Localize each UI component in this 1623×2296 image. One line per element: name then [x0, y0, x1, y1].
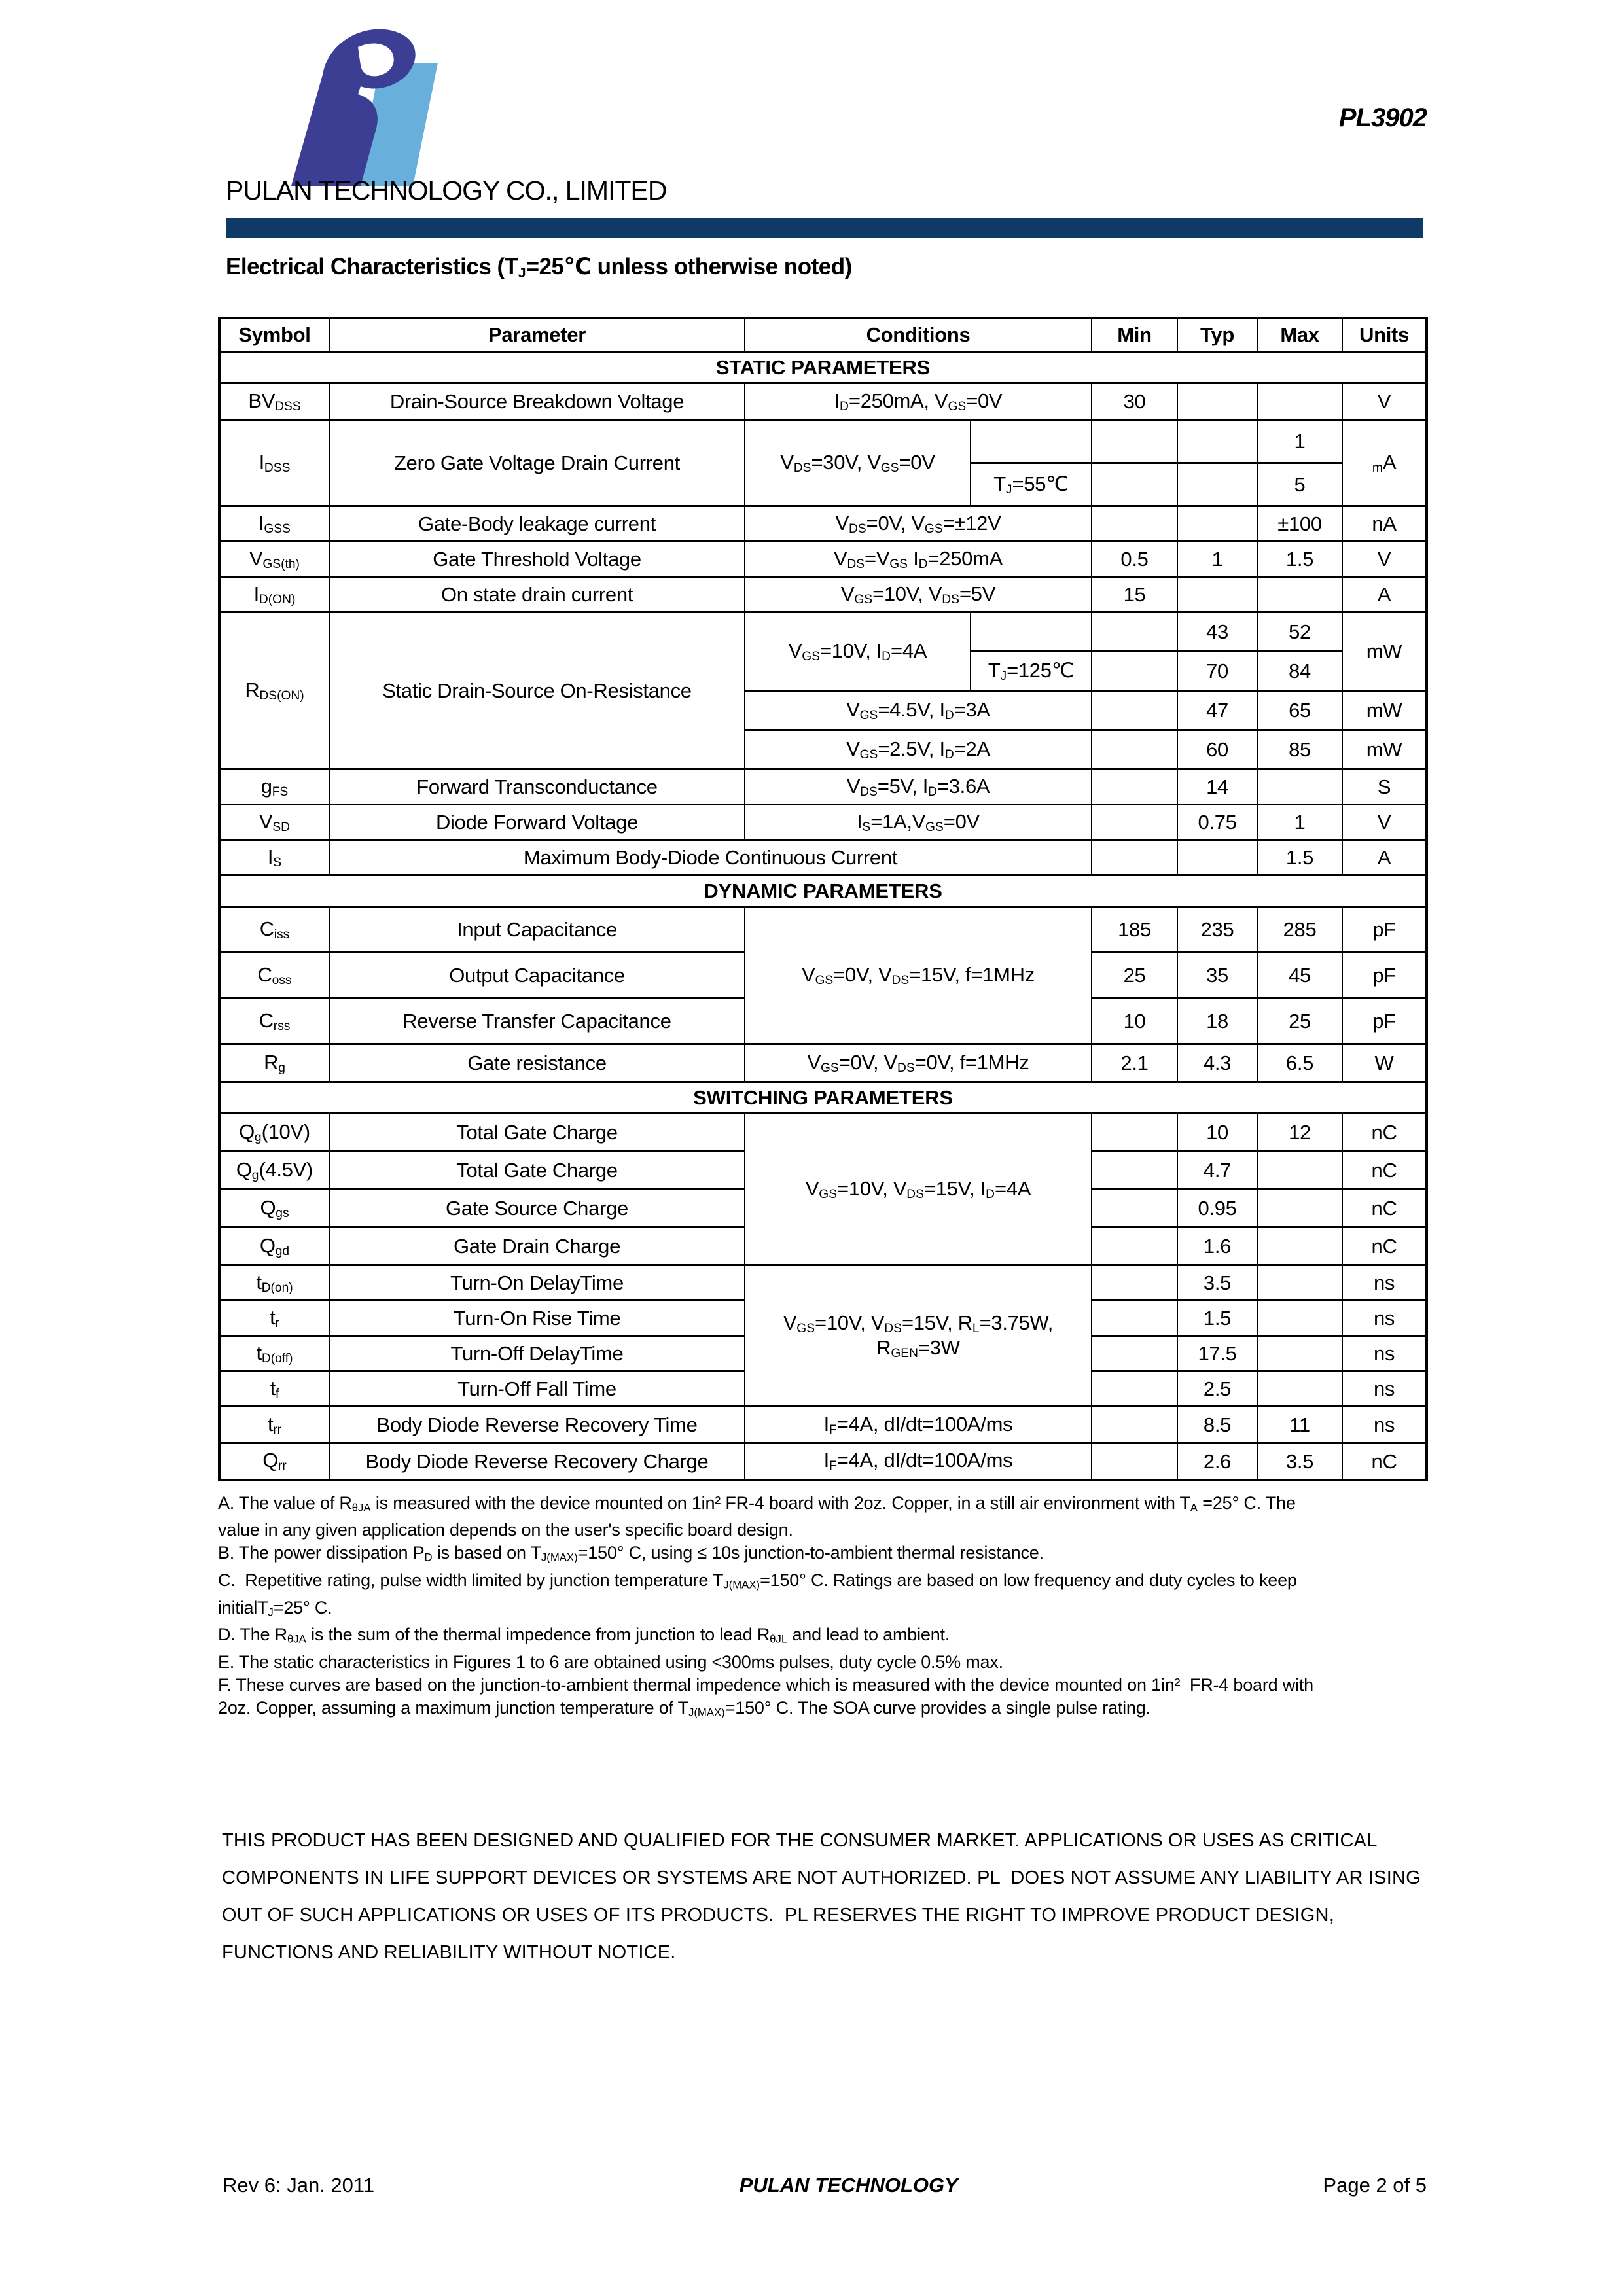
table-cell: ns	[1342, 1265, 1427, 1301]
table-cell: $R_{DS(ON)}$	[219, 612, 329, 769]
table-cell	[1257, 1301, 1342, 1336]
table-cell	[1177, 420, 1257, 463]
table-cell	[1257, 1371, 1342, 1407]
table-cell: Turn-Off Fall Time	[329, 1371, 745, 1407]
table-cell: Body Diode Reverse Recovery Charge	[329, 1443, 745, 1480]
table-cell	[1092, 1152, 1177, 1190]
page-title: Electrical Characteristics ($T_J=25℃$ unless otherwise noted)	[226, 254, 852, 281]
table-cell: Diode Forward Voltage	[329, 805, 745, 840]
table-cell: $I_{GSS}$	[219, 506, 329, 542]
table-cell: 6.5	[1257, 1044, 1342, 1082]
table-cell: 25	[1092, 953, 1177, 998]
table-cell: mW	[1342, 691, 1427, 730]
table-cell: $V_{GS}=10V$, $V_{DS}=15V$, $I_D=4A$	[745, 1114, 1092, 1265]
table-cell	[1092, 805, 1177, 840]
section-row	[219, 352, 1427, 383]
header-row	[219, 318, 1427, 352]
table-cell: 17.5	[1177, 1336, 1257, 1371]
column-header: Typ	[1177, 318, 1257, 352]
table-cell: $C_{rss}$	[219, 998, 329, 1044]
table-cell	[971, 612, 1092, 652]
table-cell	[1257, 769, 1342, 805]
table-cell: Forward Transconductance	[329, 769, 745, 805]
footer-revision: Rev 6: Jan. 2011	[223, 2174, 375, 2197]
table-cell	[1257, 577, 1342, 612]
table-cell: 1.5	[1257, 840, 1342, 875]
footer-company: PULAN TECHNOLOGY	[739, 2174, 958, 2197]
table-cell: 35	[1177, 953, 1257, 998]
table-cell: Input Capacitance	[329, 907, 745, 953]
table-cell: $I_D=250mA$, $V_{GS}=0V$	[745, 383, 1092, 420]
table-row	[219, 840, 1427, 875]
table-cell	[1092, 652, 1177, 691]
table-row	[219, 542, 1427, 577]
table-cell: $R_g$	[219, 1044, 329, 1082]
table-cell: 0.5	[1092, 542, 1177, 577]
table-cell: ns	[1342, 1407, 1427, 1443]
table-cell: 52	[1257, 612, 1342, 652]
table-row	[219, 907, 1427, 953]
table-cell: V	[1342, 805, 1427, 840]
table-cell: $C_{oss}$	[219, 953, 329, 998]
header-rule	[226, 218, 1423, 238]
company-name: PULAN TECHNOLOGY CO., LIMITED	[226, 175, 667, 205]
table-cell: $I_F=4A$, dI/dt=100A/ms	[745, 1407, 1092, 1443]
table-cell: 1	[1257, 805, 1342, 840]
footnote: E. The static characteristics in Figures 1 to 6 are obtained using <300ms pulses, duty cycle 0.5% max.	[218, 1652, 1003, 1672]
table-cell: 1.6	[1177, 1227, 1257, 1265]
table-cell	[1257, 1336, 1342, 1371]
table-cell: $V_{GS}=0V$, $V_{DS}=15V$, f=1MHz	[745, 907, 1092, 1044]
table-cell: 285	[1257, 907, 1342, 953]
table-cell: $t_{D(on)}$	[219, 1265, 329, 1301]
table-cell: $C_{iss}$	[219, 907, 329, 953]
table-cell: $I_S$	[219, 840, 329, 875]
table-row	[219, 1265, 1427, 1301]
table-cell	[1092, 1190, 1177, 1227]
table-cell: Gate resistance	[329, 1044, 745, 1082]
table-row	[219, 1443, 1427, 1480]
page-footer	[223, 2174, 1427, 2197]
part-number: PL3902	[1338, 103, 1427, 132]
section-label: STATIC PARAMETERS	[219, 352, 1427, 383]
section-row	[219, 1082, 1427, 1114]
table-cell: 84	[1257, 652, 1342, 691]
table-cell	[1177, 463, 1257, 506]
table-cell: ns	[1342, 1336, 1427, 1371]
table-cell: $g_{FS}$	[219, 769, 329, 805]
table-cell: On state drain current	[329, 577, 745, 612]
table-cell: pF	[1342, 953, 1427, 998]
column-header: Min	[1092, 318, 1177, 352]
table-cell: $BV_{DSS}$	[219, 383, 329, 420]
section-label: DYNAMIC PARAMETERS	[219, 875, 1427, 907]
table-cell: $Q_{gs}$	[219, 1190, 329, 1227]
pulan-logo-graphic	[280, 25, 484, 188]
table-cell: W	[1342, 1044, 1427, 1082]
table-cell: 85	[1257, 730, 1342, 769]
table-cell: $V_{GS}=10V$, $V_{DS}=5V$	[745, 577, 1092, 612]
table-cell: V	[1342, 383, 1427, 420]
table-cell: 18	[1177, 998, 1257, 1044]
footnote: C. Repetitive rating, pulse width limited by junction temperature $T_{J(MAX)}=150^\circ$ C. Ratings are based on low frequency and duty cycles to keep initialT$_J$=25° C.	[218, 1570, 1297, 1619]
table-row	[219, 383, 1427, 420]
footnote: B. The power dissipation $P_D$ is based on $T_{J(MAX)}=150^\circ$ C, using ≤ 10s junction-to-ambient thermal resistance.	[218, 1543, 1044, 1564]
table-cell	[1092, 1336, 1177, 1371]
table-cell: 43	[1177, 612, 1257, 652]
table-cell: $t_r$	[219, 1301, 329, 1336]
table-cell: Maximum Body-Diode Continuous Current	[329, 840, 1092, 875]
table-cell: 235	[1177, 907, 1257, 953]
table-cell	[1092, 769, 1177, 805]
table-cell	[1092, 1114, 1177, 1152]
table-cell: Output Capacitance	[329, 953, 745, 998]
table-cell: $T_J=55℃$	[971, 463, 1092, 506]
table-cell: Total Gate Charge	[329, 1114, 745, 1152]
table-cell: ±100	[1257, 506, 1342, 542]
table-cell: 70	[1177, 652, 1257, 691]
footnote: D. The $R_{\theta JA}$ is the sum of the thermal impedence from junction to lead $R_{\theta JL}$ and lead to ambient.	[218, 1625, 950, 1646]
table-row	[219, 769, 1427, 805]
table-cell: Body Diode Reverse Recovery Time	[329, 1407, 745, 1443]
table-cell: $V_{DS}=5V$, $I_D=3.6A$	[745, 769, 1092, 805]
table-cell	[1177, 840, 1257, 875]
table-cell: $t_{rr}$	[219, 1407, 329, 1443]
table-cell	[1177, 383, 1257, 420]
table-cell: pF	[1342, 907, 1427, 953]
table-cell: $t_f$	[219, 1371, 329, 1407]
table-cell: $Q_{gd}$	[219, 1227, 329, 1265]
table-cell: $V_{GS}=2.5V$, $I_D=2A$	[745, 730, 1092, 769]
table-cell: Drain-Source Breakdown Voltage	[329, 383, 745, 420]
table-cell: Total Gate Charge	[329, 1152, 745, 1190]
table-cell: 10	[1092, 998, 1177, 1044]
table-cell: 30	[1092, 383, 1177, 420]
table-cell	[1092, 506, 1177, 542]
column-header: Max	[1257, 318, 1342, 352]
table-cell: S	[1342, 769, 1427, 805]
table-cell: $t_{D(off)}$	[219, 1336, 329, 1371]
table-cell	[1177, 506, 1257, 542]
table-cell: 15	[1092, 577, 1177, 612]
table-cell: 0.95	[1177, 1190, 1257, 1227]
table-cell: 14	[1177, 769, 1257, 805]
electrical-characteristics-table	[218, 317, 1428, 1481]
table-cell: Reverse Transfer Capacitance	[329, 998, 745, 1044]
table-cell	[1257, 1227, 1342, 1265]
table-cell: 1	[1257, 420, 1342, 463]
table-cell: 185	[1092, 907, 1177, 953]
table-cell: 1.5	[1257, 542, 1342, 577]
table-cell: 4.7	[1177, 1152, 1257, 1190]
table-cell: 4.3	[1177, 1044, 1257, 1082]
table-row	[219, 1114, 1427, 1152]
table-cell: 60	[1177, 730, 1257, 769]
section-row	[219, 875, 1427, 907]
table-cell: ns	[1342, 1301, 1427, 1336]
table-cell: $Q_g(4.5V)$	[219, 1152, 329, 1190]
table-cell: $V_{DS}=0V$, $V_{GS}=\pm 12V$	[745, 506, 1092, 542]
table-cell	[1092, 1265, 1177, 1301]
table-cell	[971, 420, 1092, 463]
table-cell: $V_{DS}=30V$, $V_{GS}=0V$	[745, 420, 971, 506]
table-cell: nC	[1342, 1152, 1427, 1190]
table-cell: 1	[1177, 542, 1257, 577]
table-cell: Gate Threshold Voltage	[329, 542, 745, 577]
table-cell: nC	[1342, 1114, 1427, 1152]
table-cell: V	[1342, 542, 1427, 577]
table-row	[219, 612, 1427, 652]
table-cell: nC	[1342, 1227, 1427, 1265]
table-cell: 11	[1257, 1407, 1342, 1443]
table-cell: $V_{GS}=10V$, $V_{DS}=15V$, $R_L=3.75W$, $R_{GEN}=3W$	[745, 1265, 1092, 1407]
table-cell: 2.1	[1092, 1044, 1177, 1082]
table-cell: mW	[1342, 730, 1427, 769]
table-cell	[1257, 383, 1342, 420]
disclaimer: THIS PRODUCT HAS BEEN DESIGNED AND QUALIFIED FOR THE CONSUMER MARKET. APPLICATIONS OR USES AS CRITICAL COMPONENTS IN LIFE SUPPORT DEVICES OR SYSTEMS ARE NOT AUTHORIZED. PL DOES NOT ASSUME ANY LIABILITY AR ISING OUT OF SUCH APPLICATIONS OR USES OF ITS PRODUCTS. PL RESERVES THE RIGHT TO IMPROVE PRODUCT DESIGN, FUNCTIONS AND RELIABILITY WITHOUT NOTICE.	[222, 1829, 1421, 1963]
table-cell: 0.75	[1177, 805, 1257, 840]
table-cell: 45	[1257, 953, 1342, 998]
section-label: SWITCHING PARAMETERS	[219, 1082, 1427, 1114]
table-cell	[1092, 691, 1177, 730]
table-row	[219, 420, 1427, 463]
table-cell	[1092, 463, 1177, 506]
table-cell: 10	[1177, 1114, 1257, 1152]
table-cell	[1092, 1301, 1177, 1336]
table-cell: $Q_{rr}$	[219, 1443, 329, 1480]
column-header: Conditions	[745, 318, 1092, 352]
table-cell: 25	[1257, 998, 1342, 1044]
table-cell: Static Drain-Source On-Resistance	[329, 612, 745, 769]
table-row	[219, 506, 1427, 542]
table-cell: nC	[1342, 1443, 1427, 1480]
table-cell	[1092, 1227, 1177, 1265]
table-cell: A	[1342, 840, 1427, 875]
table-cell: $T_J=125℃$	[971, 652, 1092, 691]
table-cell: pF	[1342, 998, 1427, 1044]
table-cell: $I_S=1A,V_{GS}=0V$	[745, 805, 1092, 840]
table-cell: ns	[1342, 1371, 1427, 1407]
table-row	[219, 1407, 1427, 1443]
table-cell	[1257, 1190, 1342, 1227]
content-column	[218, 254, 1430, 1971]
table-cell	[1257, 1152, 1342, 1190]
footnote: A. The value of $R_{\theta JA}$ is measured with the device mounted on 1in² FR-4 board with 2oz. Copper, in a still air environment with $T_A =25^\circ$ C. The value in any given application depends on the user's specific board design.	[218, 1492, 1296, 1540]
table-cell: 65	[1257, 691, 1342, 730]
table-cell: 12	[1257, 1114, 1342, 1152]
column-header: Units	[1342, 318, 1427, 352]
table-cell: $Q_g(10V)$	[219, 1114, 329, 1152]
table-cell: $_m$A	[1342, 420, 1427, 506]
table-cell: 2.5	[1177, 1371, 1257, 1407]
table-cell: 47	[1177, 691, 1257, 730]
table-row	[219, 805, 1427, 840]
footer-page-number: Page 2 of 5	[1323, 2174, 1427, 2197]
table-cell: nC	[1342, 1190, 1427, 1227]
table-row	[219, 577, 1427, 612]
column-header: Symbol	[219, 318, 329, 352]
table-cell: A	[1342, 577, 1427, 612]
table-cell: 5	[1257, 463, 1342, 506]
table-cell: 1.5	[1177, 1301, 1257, 1336]
table-cell	[1257, 1265, 1342, 1301]
table-cell: 3.5	[1177, 1265, 1257, 1301]
table-cell: $I_{D(ON)}$	[219, 577, 329, 612]
table-cell: Gate Drain Charge	[329, 1227, 745, 1265]
table-cell: 8.5	[1177, 1407, 1257, 1443]
table-cell: Turn-On DelayTime	[329, 1265, 745, 1301]
table-cell: $I_F=4A$, dI/dt=100A/ms	[745, 1443, 1092, 1480]
table-cell	[1177, 577, 1257, 612]
company-logo	[280, 25, 484, 188]
table-cell	[1092, 420, 1177, 463]
table-cell: 2.6	[1177, 1443, 1257, 1480]
table-cell: $V_{GS}=10V$, $I_D=4A$	[745, 612, 971, 691]
table-cell: Gate Source Charge	[329, 1190, 745, 1227]
table-cell: 3.5	[1257, 1443, 1342, 1480]
table-cell	[1092, 1443, 1177, 1480]
table-cell: $V_{GS}=0V$, $V_{DS}=0V$, f=1MHz	[745, 1044, 1092, 1082]
column-header: Parameter	[329, 318, 745, 352]
table-cell: Turn-On Rise Time	[329, 1301, 745, 1336]
table-cell: $V_{GS(th)}$	[219, 542, 329, 577]
table-cell: nA	[1342, 506, 1427, 542]
table-cell	[1092, 612, 1177, 652]
table-cell	[1092, 730, 1177, 769]
table-cell: Gate-Body leakage current	[329, 506, 745, 542]
table-row	[219, 1044, 1427, 1082]
table-cell: Turn-Off DelayTime	[329, 1336, 745, 1371]
table-cell	[1092, 1407, 1177, 1443]
table-cell	[1092, 840, 1177, 875]
footnote: F. These curves are based on the junction-to-ambient thermal impedence which is measured with the device mounted on 1in² FR-4 board with 2oz. Copper, assuming a maximum junction temperature of $T_{J(MAX)}=150^\circ$ C. The SOA curve provides a single pulse rating.	[218, 1675, 1313, 1719]
footnotes	[218, 1492, 1430, 1724]
table-cell: Zero Gate Voltage Drain Current	[329, 420, 745, 506]
table-cell: $V_{DS}=V_{GS}$ $I_D=250mA$	[745, 542, 1092, 577]
table-cell	[1092, 1371, 1177, 1407]
table-cell: $I_{DSS}$	[219, 420, 329, 506]
table-cell: $V_{SD}$	[219, 805, 329, 840]
table-cell: mW	[1342, 612, 1427, 691]
table-cell: $V_{GS}=4.5V$, $I_D=3A$	[745, 691, 1092, 730]
